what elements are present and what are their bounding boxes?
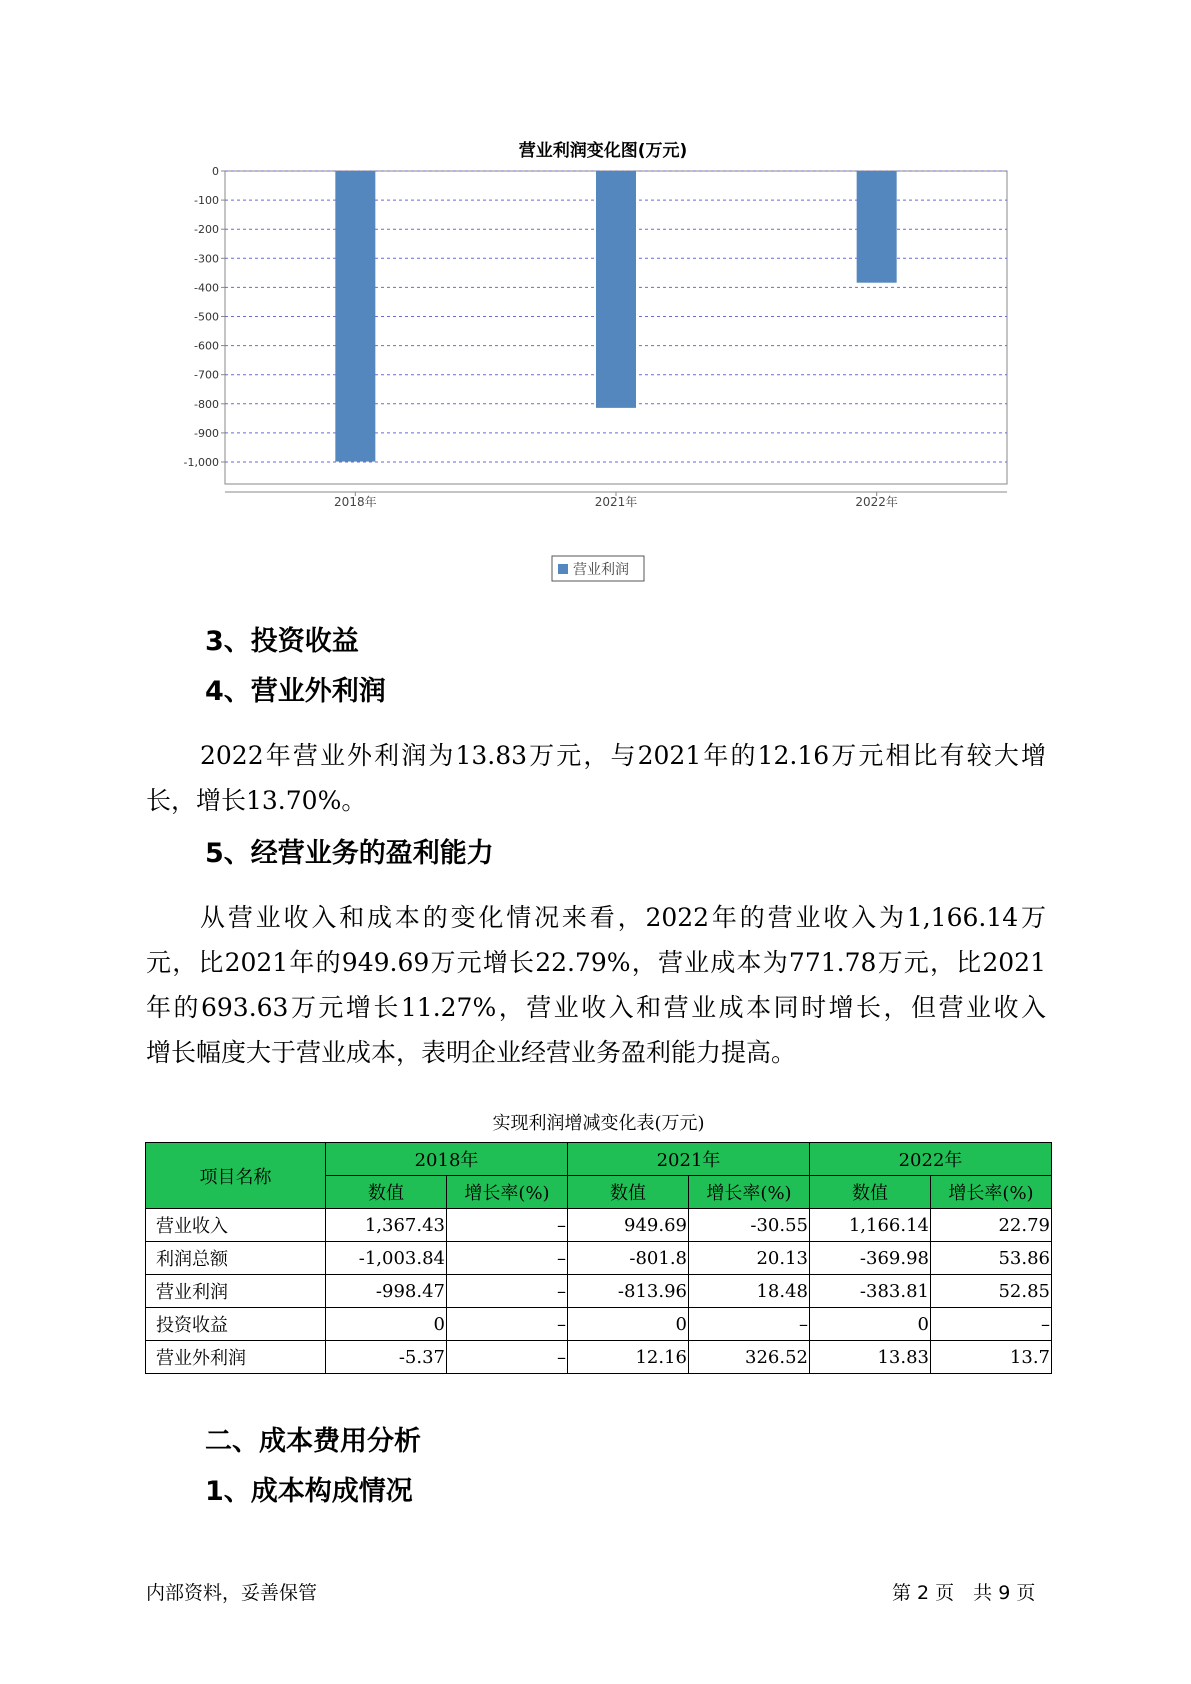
y-tick-label: -1,000 bbox=[183, 456, 219, 469]
x-tick-label: 2022年 bbox=[855, 495, 898, 509]
footer-confidential: 内部资料，妥善保管 bbox=[146, 1582, 318, 1604]
chart-title: 营业利润变化图(万元) bbox=[518, 141, 688, 161]
table-row bbox=[146, 1341, 1052, 1374]
header-value: 数值 bbox=[810, 1176, 931, 1209]
bar-2022年 bbox=[857, 171, 897, 283]
table-cell: – bbox=[447, 1341, 568, 1374]
table-cell: -1,003.84 bbox=[326, 1242, 447, 1275]
y-tick-labels bbox=[184, 165, 219, 469]
header-year: 2018年 bbox=[326, 1143, 568, 1176]
table-cell: 1,367.43 bbox=[326, 1209, 447, 1242]
table-cell: – bbox=[447, 1308, 568, 1341]
x-tick-label: 2018年 bbox=[334, 495, 377, 509]
y-tick-label: -700 bbox=[194, 368, 219, 382]
table-cell: -998.47 bbox=[326, 1275, 447, 1308]
paragraph-line: 年的693.63万元增长11.27%，营业收入和营业成本同时增长，但营业收入 bbox=[146, 993, 1046, 1022]
table-cell: – bbox=[689, 1308, 810, 1341]
y-tick-label: -600 bbox=[194, 339, 219, 353]
y-tick-label: -300 bbox=[194, 252, 219, 266]
row-name: 营业利润 bbox=[146, 1275, 326, 1308]
table-cell: 326.52 bbox=[689, 1341, 810, 1374]
paragraph-line: 元，比2021年的949.69万元增长22.79%，营业成本为771.78万元，比2021 bbox=[146, 948, 1046, 977]
y-tick-label: -800 bbox=[194, 397, 219, 411]
paragraph-line: 长，增长13.70%。 bbox=[146, 786, 367, 815]
heading-investment-income: 3、投资收益 bbox=[205, 626, 359, 657]
table-cell: 949.69 bbox=[568, 1209, 689, 1242]
table-row bbox=[146, 1308, 1052, 1341]
row-name: 利润总额 bbox=[146, 1242, 326, 1275]
legend-label: 营业利润 bbox=[573, 562, 629, 578]
chart-legend bbox=[552, 556, 644, 581]
profit-change-table bbox=[145, 1142, 1052, 1374]
y-tick-label: -100 bbox=[194, 194, 219, 208]
table-cell: 0 bbox=[568, 1308, 689, 1341]
table-cell: -5.37 bbox=[326, 1341, 447, 1374]
y-tick-label: 0 bbox=[212, 165, 219, 178]
table-cell: – bbox=[447, 1275, 568, 1308]
header-item-name: 项目名称 bbox=[146, 1143, 326, 1209]
header-year: 2022年 bbox=[810, 1143, 1052, 1176]
table-cell: 22.79 bbox=[931, 1209, 1052, 1242]
table-cell: – bbox=[447, 1242, 568, 1275]
table-cell: 12.16 bbox=[568, 1341, 689, 1374]
y-tick-label: -500 bbox=[194, 310, 219, 324]
heading-non-operating-profit: 4、营业外利润 bbox=[205, 676, 386, 707]
y-tick-label: -400 bbox=[194, 281, 219, 295]
table-cell: 52.85 bbox=[931, 1275, 1052, 1308]
header-growth-rate: 增长率(%) bbox=[931, 1176, 1052, 1209]
table-cell: 20.13 bbox=[689, 1242, 810, 1275]
table-cell: 18.48 bbox=[689, 1275, 810, 1308]
paragraph-profitability bbox=[146, 895, 1046, 1075]
header-value: 数值 bbox=[326, 1176, 447, 1209]
paragraph-line: 2022年营业外利润为13.83万元，与2021年的12.16万元相比有较大增 bbox=[200, 741, 1046, 770]
x-tick-labels bbox=[334, 492, 898, 509]
heading-cost-composition: 1、成本构成情况 bbox=[205, 1476, 413, 1507]
paragraph-non-operating bbox=[146, 733, 1046, 823]
table-cell: 53.86 bbox=[931, 1242, 1052, 1275]
table-cell: 1,166.14 bbox=[810, 1209, 931, 1242]
table-cell: -813.96 bbox=[568, 1275, 689, 1308]
y-tick-label: -900 bbox=[194, 426, 219, 440]
y-tick-label: -200 bbox=[194, 223, 219, 237]
bar-2021年 bbox=[596, 171, 636, 408]
header-growth-rate: 增长率(%) bbox=[689, 1176, 810, 1209]
table-cell: -383.81 bbox=[810, 1275, 931, 1308]
heading-profitability: 5、经营业务的盈利能力 bbox=[205, 838, 494, 869]
legend-swatch bbox=[558, 564, 568, 574]
page-number: 第 2 页 共 9 页 bbox=[892, 1582, 1036, 1604]
table-cell: – bbox=[931, 1308, 1052, 1341]
row-name: 营业外利润 bbox=[146, 1341, 326, 1374]
table-cell: -30.55 bbox=[689, 1209, 810, 1242]
table-row bbox=[146, 1242, 1052, 1275]
table-cell: -801.8 bbox=[568, 1242, 689, 1275]
table-caption: 实现利润增减变化表(万元) bbox=[492, 1113, 705, 1134]
x-tick-label: 2021年 bbox=[594, 495, 638, 509]
header-growth-rate: 增长率(%) bbox=[447, 1176, 568, 1209]
header-value: 数值 bbox=[568, 1176, 689, 1209]
operating-profit-chart bbox=[160, 136, 1040, 596]
table-row bbox=[146, 1275, 1052, 1308]
bar-2018年 bbox=[335, 171, 375, 462]
table-row bbox=[146, 1209, 1052, 1242]
header-year: 2021年 bbox=[568, 1143, 810, 1176]
table-cell: 13.83 bbox=[810, 1341, 931, 1374]
row-name: 投资收益 bbox=[146, 1308, 326, 1341]
table-cell: – bbox=[447, 1209, 568, 1242]
table-cell: -369.98 bbox=[810, 1242, 931, 1275]
row-name: 营业收入 bbox=[146, 1209, 326, 1242]
paragraph-line: 增长幅度大于营业成本，表明企业经营业务盈利能力提高。 bbox=[146, 1038, 797, 1067]
table-cell: 0 bbox=[326, 1308, 447, 1341]
paragraph-line: 从营业收入和成本的变化情况来看，2022年的营业收入为1,166.14万 bbox=[200, 903, 1046, 932]
table-cell: 0 bbox=[810, 1308, 931, 1341]
heading-cost-analysis: 二、成本费用分析 bbox=[205, 1426, 421, 1457]
table-cell: 13.7 bbox=[931, 1341, 1052, 1374]
